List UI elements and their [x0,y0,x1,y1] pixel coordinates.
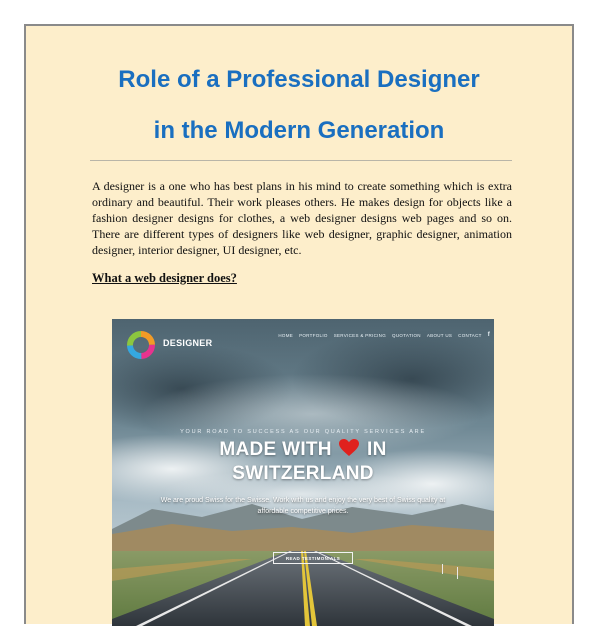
hero-headline-line-1 [112,439,494,461]
hero-headline-line-2: SWITZERLAND [232,463,374,484]
nav-item-home[interactable]: HOME [278,332,294,338]
site-navigation [278,332,490,338]
section-subheading: What a web designer does? [92,271,237,285]
facebook-icon[interactable]: f [487,332,490,338]
article-title-line-1: Role of a Professional Designer [118,66,480,93]
article-title-line-2: in the Modern Generation [153,117,445,144]
hero-description: We are proud Swiss for the Swisse. Work with us and enjoy the very best of Swiss quality at affordable competitive prices. [160,497,446,515]
designer-logo-icon[interactable] [125,329,157,361]
brand-name[interactable]: DESIGNER [163,338,213,348]
heart-icon [339,439,359,457]
document-page [24,24,574,624]
read-testimonials-button[interactable]: READ TESTIMONIALS [273,552,353,564]
nav-item-portfolio[interactable]: PORTFOLIO [299,332,328,338]
nav-item-quotation[interactable]: QUOTATION [392,332,421,338]
headline-made-with: MADE WITH [219,439,332,460]
headline-in: IN [367,439,387,460]
nav-item-about-us[interactable]: ABOUT US [426,332,453,338]
nav-item-contact[interactable]: CONTACT [458,332,482,338]
intro-paragraph: A designer is a one who has best plans in his mind to create something which is extra ordinary and beautiful. Their work pleases others. He makes design for objects like a fashion designer designs for clothes, a web designer designs web pages and so on. There are different types of designers like web designer, graphic designer, animation designer, interior designer, UI designer, etc. [92,179,512,257]
hero-tagline: YOUR ROAD TO SUCCESS AS OUR QUALITY SERVICES ARE [180,429,426,435]
website-screenshot-image [112,319,494,626]
title-divider [90,160,512,161]
nav-item-services-pricing[interactable]: SERVICES & PRICING [333,332,387,338]
